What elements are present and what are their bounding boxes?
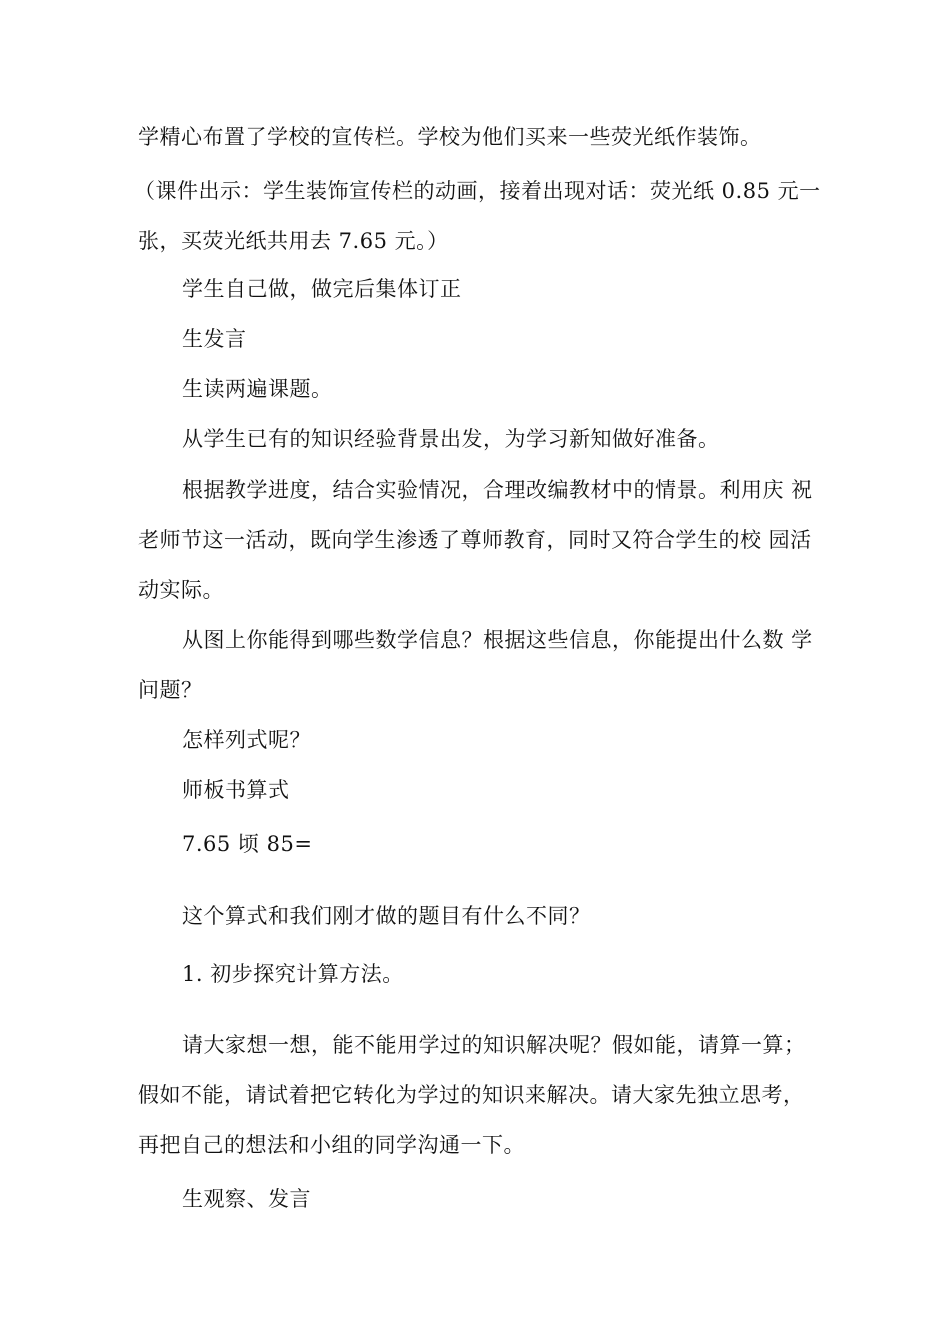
text-line: 这个算式和我们刚才做的题目有什么不同？ (182, 904, 591, 928)
text-line: （课件出示：学生装饰宣传栏的动画，接着出现对话：荧光纸 0.85 元一 (134, 179, 821, 203)
text-line: 生发言 (182, 327, 247, 351)
text-line: 生读两遍课题。 (182, 377, 333, 401)
text-line: 师板书算式 (182, 778, 290, 802)
text-line: 动实际。 (138, 578, 224, 602)
text-line: 问题？ (138, 678, 203, 702)
text-line: 根据教学进度，结合实验情况，合理改编教材中的情景。利用庆 祝 (182, 478, 813, 502)
text-line: 生观察、发言 (182, 1187, 311, 1211)
formula-line: 7.65 顷 85= (182, 832, 313, 856)
text-line: 从图上你能得到哪些数学信息？根据这些信息，你能提出什么数 学 (182, 628, 813, 652)
text-line: 张，买荧光纸共用去 7.65 元。） (138, 229, 449, 253)
text-line: 请大家想一想，能不能用学过的知识解决呢？假如能，请算一算； (182, 1033, 806, 1057)
text-line: 老师节这一活动，既向学生渗透了尊师教育，同时又符合学生的校 园活 (138, 528, 812, 552)
numbered-heading: 1. 初步探究计算方法。 (182, 962, 404, 986)
text-line: 从学生已有的知识经验背景出发，为学习新知做好准备。 (182, 427, 720, 451)
text-line: 学精心布置了学校的宣传栏。学校为他们买来一些荧光纸作装饰。 (138, 125, 762, 149)
text-line: 再把自己的想法和小组的同学沟通一下。 (138, 1133, 525, 1157)
text-line: 怎样列式呢？ (182, 728, 311, 752)
text-line: 学生自己做，做完后集体订正 (182, 277, 462, 301)
text-line: 假如不能，请试着把它转化为学过的知识来解决。请大家先独立思考， (138, 1083, 805, 1107)
